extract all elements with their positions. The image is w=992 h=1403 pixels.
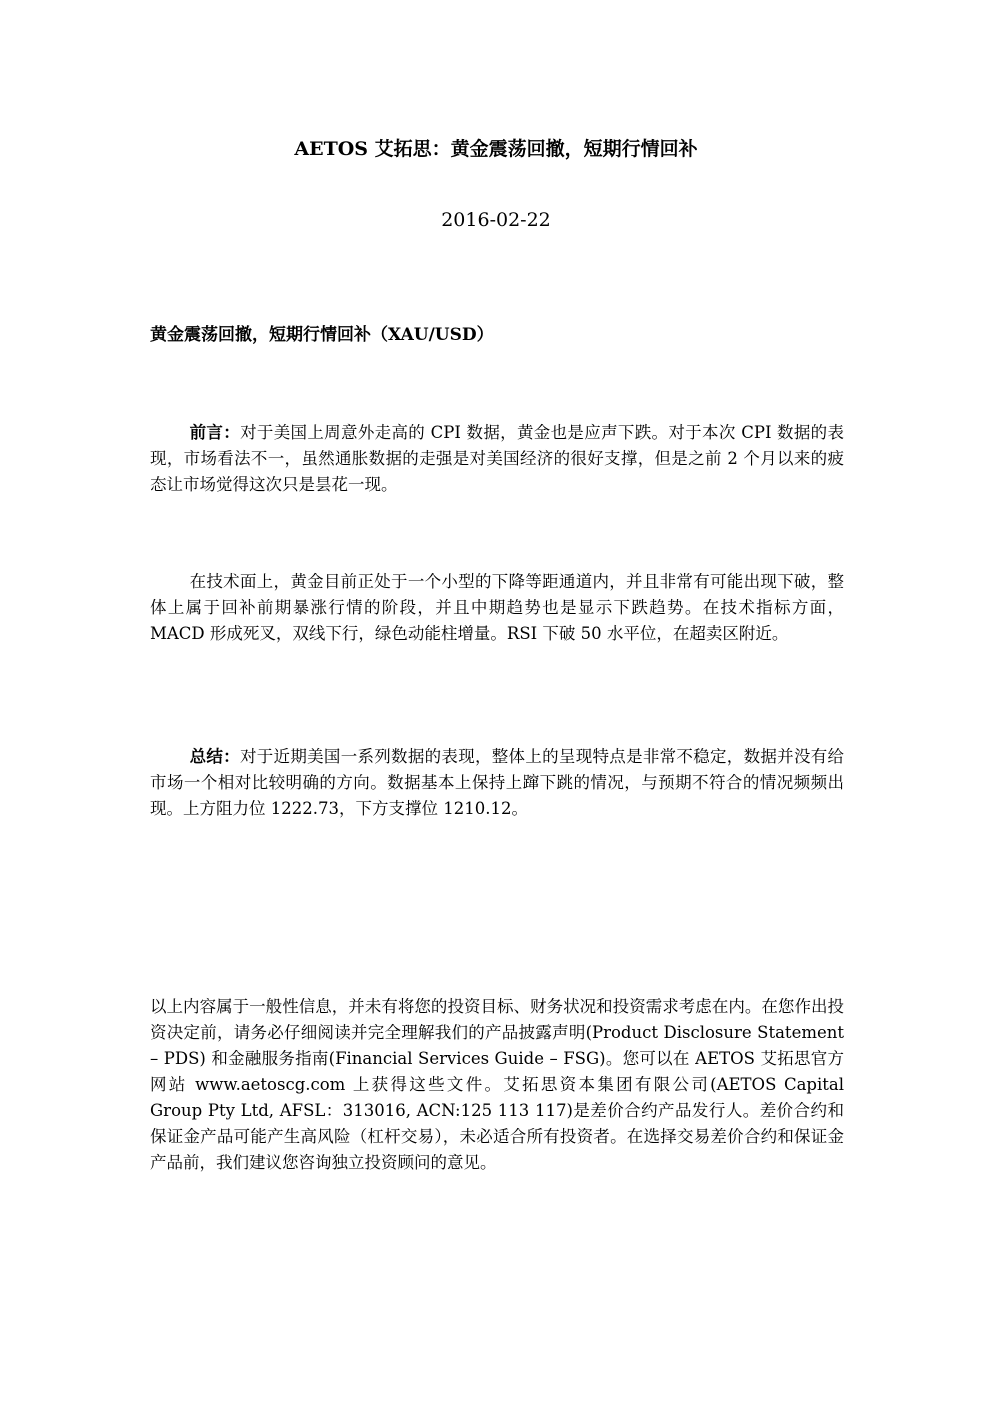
document-title: AETOS 艾拓思：黄金震荡回撤，短期行情回补 (294, 138, 698, 160)
document-date: 2016-02-22 (441, 209, 551, 231)
section-subtitle: 黄金震荡回撤，短期行情回补（XAU/USD） (150, 325, 494, 345)
disclaimer-text: 以上内容属于一般性信息，并未有将您的投资目标、财务状况和投资需求考虑在内。在您作出投资决定前，请务必仔细阅读并完全理解我们的产品披露声明(Product Disclosure Statement – PDS) 和金融服务指南(Financial Services Guide – FSG)。您可以在 AETOS 艾拓思官方网站 www.aetoscg.com 上获得这些文件。艾拓思资本集团有限公司(AETOS Capital Group Pty Ltd, AFSL：313016, ACN:125 113 117)是差价合约产品发行人。差价合约和保证金产品可能产生高风险（杠杆交易），未必适合所有投资者。在选择交易差价合约和保证金产品前，我们建议您咨询独立投资顾问的意见。 (150, 997, 844, 1172)
intro-paragraph (150, 420, 844, 498)
disclaimer-paragraph (150, 994, 844, 1176)
summary-text: 对于近期美国一系列数据的表现，整体上的呈现特点是非常不稳定，数据并没有给市场一个相对比较明确的方向。数据基本上保持上蹿下跳的情况，与预期不符合的情况频频出现。上方阻力位 1222.73，下方支撑位 1210.12。 (150, 747, 845, 818)
technical-paragraph (150, 569, 844, 647)
intro-lead: 前言： (189, 423, 241, 442)
summary-lead: 总结： (189, 747, 240, 766)
intro-text: 对于美国上周意外走高的 CPI 数据，黄金也是应声下跌。对于本次 CPI 数据的表现，市场看法不一，虽然通胀数据的走强是对美国经济的很好支撑，但是之前 2 个月以来的疲态让市场觉得这次只是昙花一现。 (150, 423, 845, 494)
summary-paragraph (150, 744, 844, 822)
technical-text: 在技术面上，黄金目前正处于一个小型的下降等距通道内，并且非常有可能出现下破，整体上属于回补前期暴涨行情的阶段，并且中期趋势也是显示下跌趋势。在技术指标方面，MACD 形成死叉，双线下行，绿色动能柱增量。RSI 下破 50 水平位，在超卖区附近。 (150, 572, 844, 643)
